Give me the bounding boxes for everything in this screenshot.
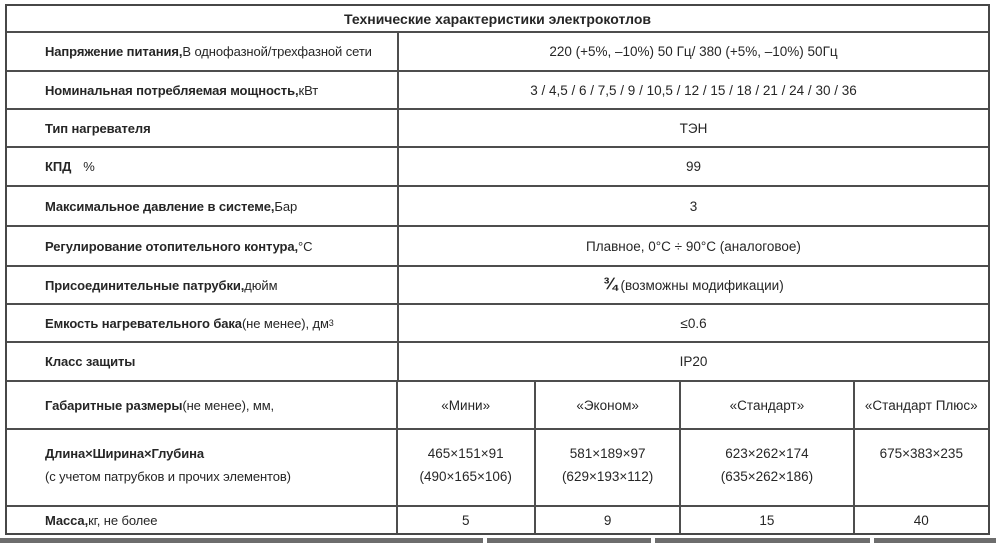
model-header-mini: «Мини» (398, 382, 536, 428)
row-label: Максимальное давление в системе, Бар (7, 187, 399, 225)
table-row (7, 187, 988, 227)
row-value: 3 / 4,5 / 6 / 7,5 / 9 / 10,5 / 12 / 15 / 18 / 21 / 24 / 30 / 36 (530, 82, 857, 98)
row-label: Напряжение питания, В однофазной/трехфазной сети (7, 33, 399, 70)
table-row (7, 6, 988, 33)
next-table-column-gap (651, 538, 655, 543)
table-title: Технические характеристики электрокотлов (344, 10, 651, 27)
table-row (7, 227, 988, 267)
row-label: КПД % (7, 148, 399, 185)
row-label: Класс защиты (7, 343, 399, 380)
table-row (7, 305, 988, 343)
table-row (7, 33, 988, 72)
model-header-standart-plus: «Стандарт Плюс» (864, 397, 978, 413)
mass-standart: 15 (681, 507, 854, 533)
table-row-model-headers (7, 382, 988, 430)
mass-econom: 9 (536, 507, 681, 533)
dimensions-mini: 465×151×91 (490×165×106) (398, 430, 536, 505)
dimensions-standart: 623×262×174 (635×262×186) (681, 430, 854, 505)
row-value: IP20 (679, 354, 708, 369)
model-header-econom: «Эконом» (536, 382, 681, 428)
table-row (7, 343, 988, 382)
table-row (7, 148, 988, 187)
row-label: Масса, кг, не более (7, 507, 398, 533)
fraction-three-quarters: ¾ (603, 274, 618, 293)
table-row (7, 267, 988, 305)
row-label: Присоединительные патрубки, дюйм (7, 267, 399, 303)
row-value: ≤0.6 (680, 315, 707, 331)
table-row (7, 110, 988, 148)
row-value: 3 (689, 198, 698, 214)
row-label: Номинальная потребляемая мощность, кВт (7, 72, 399, 108)
dimensions-standart-plus: 675×383×235 (879, 446, 963, 461)
dimensions-econom: 581×189×97 (629×193×112) (536, 430, 681, 505)
next-table-column-gap (483, 538, 487, 543)
row-label: Тип нагревателя (7, 110, 399, 146)
row-value: Плавное, 0°С ÷ 90°С (аналоговое) (586, 238, 801, 254)
table-row-mass (7, 507, 988, 533)
row-label: Габаритные размеры (не менее), мм, (7, 382, 398, 428)
row-label: Емкость нагревательного бака (не менее), дм 3 (7, 305, 399, 341)
next-table-column-gap (870, 538, 874, 543)
row-value: 99 (685, 159, 702, 174)
specs-table (5, 4, 990, 535)
next-table-top-edge (0, 538, 996, 543)
row-value: 220 (+5%, –10%) 50 Гц/ 380 (+5%, –10%) 50Гц (549, 44, 838, 59)
row-value: ТЭН (679, 120, 708, 136)
table-row-dimensions (7, 430, 988, 507)
row-label: Регулирование отопительного контура, °С (7, 227, 399, 265)
mass-standart-plus: 40 (913, 512, 929, 528)
mass-mini: 5 (398, 507, 536, 533)
model-header-standart: «Стандарт» (681, 382, 854, 428)
table-row (7, 72, 988, 110)
row-value: ¾ (возможны модификации) (603, 274, 784, 293)
row-label: Длина×Ширина×Глубина (с учетом патрубков и прочих элементов) (7, 430, 398, 505)
